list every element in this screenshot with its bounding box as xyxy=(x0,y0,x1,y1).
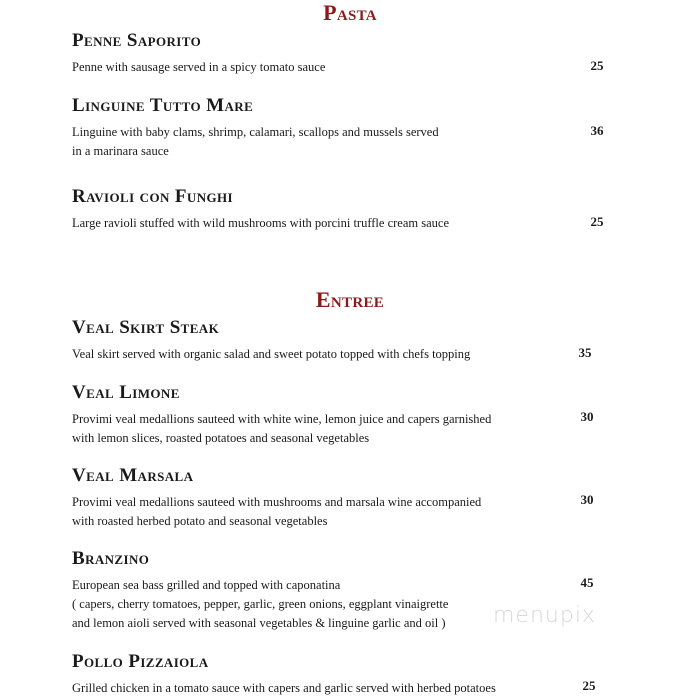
item-name: Ravioli con Funghi xyxy=(72,186,233,207)
item-description-line: with lemon slices, roasted potatoes and seasonal vegetables xyxy=(72,431,370,445)
item-price: 45 xyxy=(580,575,594,590)
item-price: 25 xyxy=(582,678,596,693)
item-description xyxy=(72,123,552,161)
item-price: 30 xyxy=(580,409,594,424)
item-price: 25 xyxy=(590,214,604,229)
item-description xyxy=(72,345,552,364)
item-description-line: Provimi veal medallions sauteed with mushrooms and marsala wine accompanied xyxy=(72,495,482,509)
item-price: 36 xyxy=(590,123,604,138)
item-description-line: with roasted herbed potato and seasonal vegetables xyxy=(72,514,328,528)
item-description xyxy=(72,214,552,233)
item-description-line: Penne with sausage served in a spicy tomato sauce xyxy=(72,60,326,74)
section-title-entree: Entree xyxy=(315,287,385,312)
menu-item-penne-saporito xyxy=(72,30,612,77)
item-name: Branzino xyxy=(72,548,150,569)
menu-item-ravioli-con-funghi xyxy=(72,186,612,233)
item-price: 35 xyxy=(578,345,592,360)
item-description-line: European sea bass grilled and topped with caponatina xyxy=(72,578,341,592)
menu-item-veal-limone xyxy=(72,382,612,448)
item-price: 30 xyxy=(580,492,594,507)
item-description-line: Grilled chicken in a tomato sauce with capers and garlic served with herbed potatoes xyxy=(72,681,496,695)
item-name: Penne Saporito xyxy=(72,30,202,51)
item-name: Veal Limone xyxy=(72,382,180,403)
item-description-line: and lemon aioli served with seasonal vegetables & linguine garlic and oil ) xyxy=(72,616,446,630)
item-description xyxy=(72,679,552,698)
item-description xyxy=(72,493,552,531)
menu-item-pollo-pizzaiola xyxy=(72,651,612,698)
item-name: Veal Skirt Steak xyxy=(72,317,220,338)
item-description xyxy=(72,576,552,633)
menupix-watermark: menupix xyxy=(493,603,596,628)
item-description-line: in a marinara sauce xyxy=(72,144,169,158)
item-description xyxy=(72,58,552,77)
item-description-line: Provimi veal medallions sauteed with white wine, lemon juice and capers garnished xyxy=(72,412,492,426)
menu-item-veal-marsala xyxy=(72,465,612,531)
item-description xyxy=(72,410,552,448)
item-description-line: Large ravioli stuffed with wild mushrooms with porcini truffle cream sauce xyxy=(72,216,449,230)
item-price: 25 xyxy=(590,58,604,73)
item-name: Pollo Pizzaiola xyxy=(72,651,209,672)
item-name: Veal Marsala xyxy=(72,465,194,486)
menu-item-linguine-tutto-mare xyxy=(72,95,612,161)
item-name: Linguine Tutto Mare xyxy=(72,95,254,116)
item-description-line: ( capers, cherry tomatoes, pepper, garlic, green onions, eggplant vinaigrette xyxy=(72,597,449,611)
item-description-line: Veal skirt served with organic salad and sweet potato topped with chefs topping xyxy=(72,347,471,361)
menu-item-veal-skirt-steak xyxy=(72,317,612,364)
item-description-line: Linguine with baby clams, shrimp, calamari, scallops and mussels served xyxy=(72,125,439,139)
section-title-pasta: Pasta xyxy=(323,0,377,25)
